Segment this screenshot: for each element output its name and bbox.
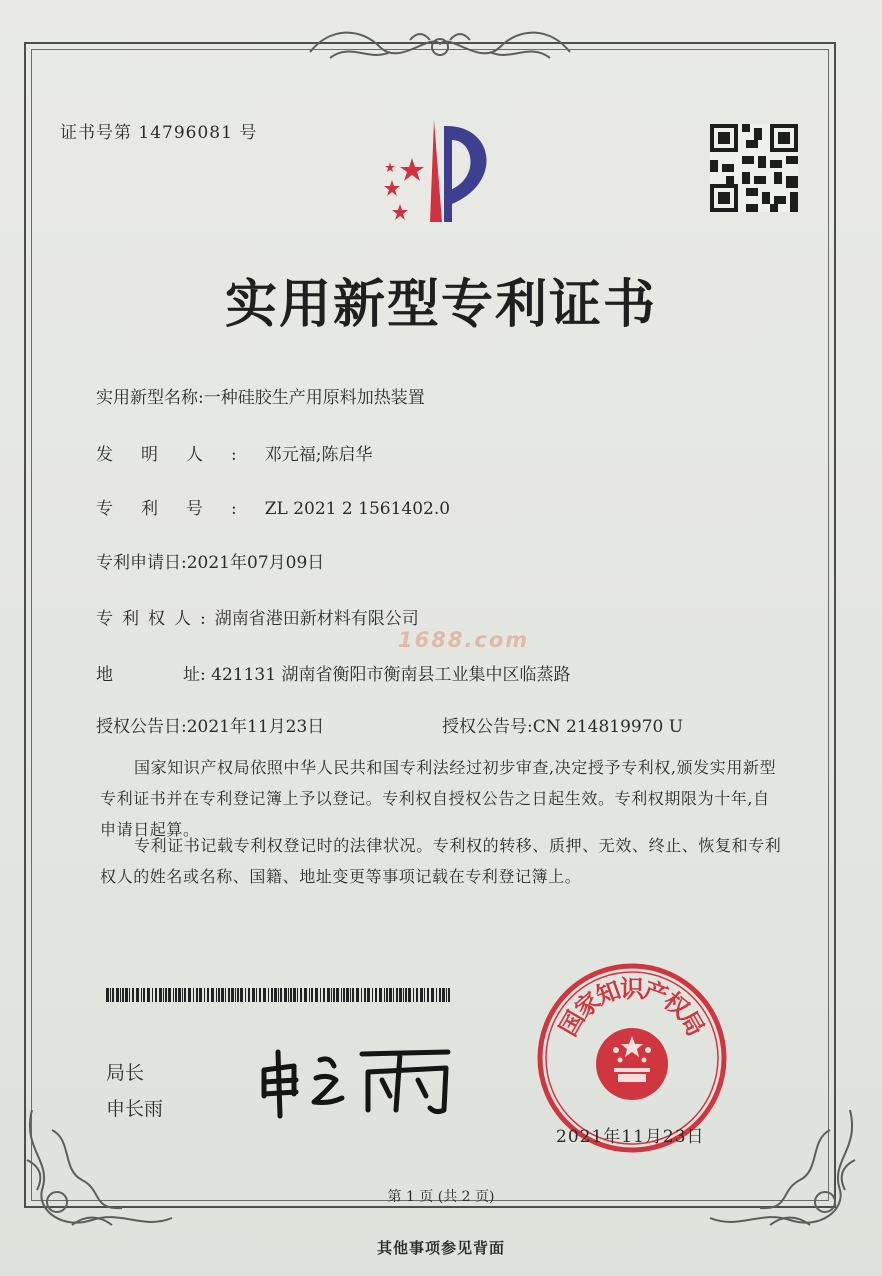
seal-character: 识 bbox=[620, 975, 644, 1003]
seal-character: 权 bbox=[658, 986, 695, 1024]
watermark: 1688.com bbox=[398, 628, 530, 652]
director-title: 局长 bbox=[106, 1062, 145, 1084]
announcement-number-row bbox=[442, 712, 683, 737]
filing-date-value: 2021年07月09日 bbox=[186, 553, 325, 573]
page-number: 第 1 页 (共 2 页) bbox=[387, 1189, 495, 1205]
inventor-label: 发明人: bbox=[96, 445, 265, 465]
utility-model-name-value: 一种硅胶生产用原料加热装置 bbox=[203, 388, 425, 408]
patent-number-value: ZL 2021 2 1561402.0 bbox=[264, 499, 451, 519]
national-emblem-icon bbox=[596, 1028, 668, 1100]
seal-character: 国 bbox=[554, 1006, 591, 1041]
legal-status-paragraph: 专利证书记载专利权登记时的法律状况。专利权的转移、质押、无效、终止、恢复和专利权人的姓名或名称、国籍、地址变更等事项记载在专利登记簿上。 bbox=[100, 836, 782, 886]
inventor-value: 邓元福;陈启华 bbox=[264, 445, 373, 465]
certificate-number bbox=[60, 118, 257, 143]
barcode-icon bbox=[106, 988, 452, 1002]
grant-paragraph: 国家知识产权局依照中华人民共和国专利法经过初步审查,决定授予专利权,颁发实用新型专利证书并在专利登记簿上予以登记。专利权自授权公告之日起生效。专利权期限为十年,自申请日起算。 bbox=[100, 758, 777, 839]
address-label-end: 址: bbox=[183, 665, 206, 685]
address-row bbox=[96, 660, 570, 685]
patentee-label: 专利权人: bbox=[96, 609, 215, 629]
certificate-number-suffix: 号 bbox=[239, 123, 258, 143]
utility-model-name-label: 实用新型名称: bbox=[96, 388, 204, 408]
announcement-date-value: 2021年11月23日 bbox=[186, 717, 325, 737]
patent-number-label: 专利号: bbox=[96, 499, 265, 519]
seal-date: 2021年11月23日 bbox=[556, 1127, 705, 1147]
document-title: 实用新型专利证书 bbox=[224, 275, 657, 335]
filing-date-label: 专利申请日: bbox=[96, 553, 187, 573]
utility-model-name-row bbox=[96, 383, 425, 408]
director-name: 申长雨 bbox=[106, 1098, 164, 1120]
patentee-value: 湖南省港田新材料有限公司 bbox=[214, 609, 419, 629]
corner-ornament-icon bbox=[290, 22, 590, 72]
seal-character: 家 bbox=[569, 986, 606, 1024]
qr-code-icon bbox=[710, 124, 798, 212]
seal-character: 知 bbox=[592, 975, 625, 1011]
seal-character: 产 bbox=[639, 975, 672, 1011]
address-label-start: 地 bbox=[96, 665, 113, 685]
announcement-date-label: 授权公告日: bbox=[96, 717, 187, 737]
inventor-row bbox=[96, 440, 372, 465]
certificate-number-label: 证书号第 bbox=[60, 123, 132, 143]
announcement-number-label: 授权公告号: bbox=[442, 717, 533, 737]
announcement-number-value: CN 214819970 U bbox=[532, 717, 684, 737]
certificate-number-value: 14796081 bbox=[138, 123, 233, 143]
filing-date-row bbox=[96, 548, 324, 573]
cnipa-logo-icon bbox=[364, 112, 514, 230]
patent-number-row bbox=[96, 494, 450, 519]
announcement-date-row bbox=[96, 712, 324, 737]
footer-note: 其他事项参见背面 bbox=[376, 1239, 505, 1257]
director-signature bbox=[250, 1040, 460, 1120]
patentee-row bbox=[96, 604, 419, 629]
seal-character: 局 bbox=[673, 1006, 710, 1041]
address-value: 421131 湖南省衡阳市衡南县工业集中区临蒸路 bbox=[211, 665, 571, 685]
